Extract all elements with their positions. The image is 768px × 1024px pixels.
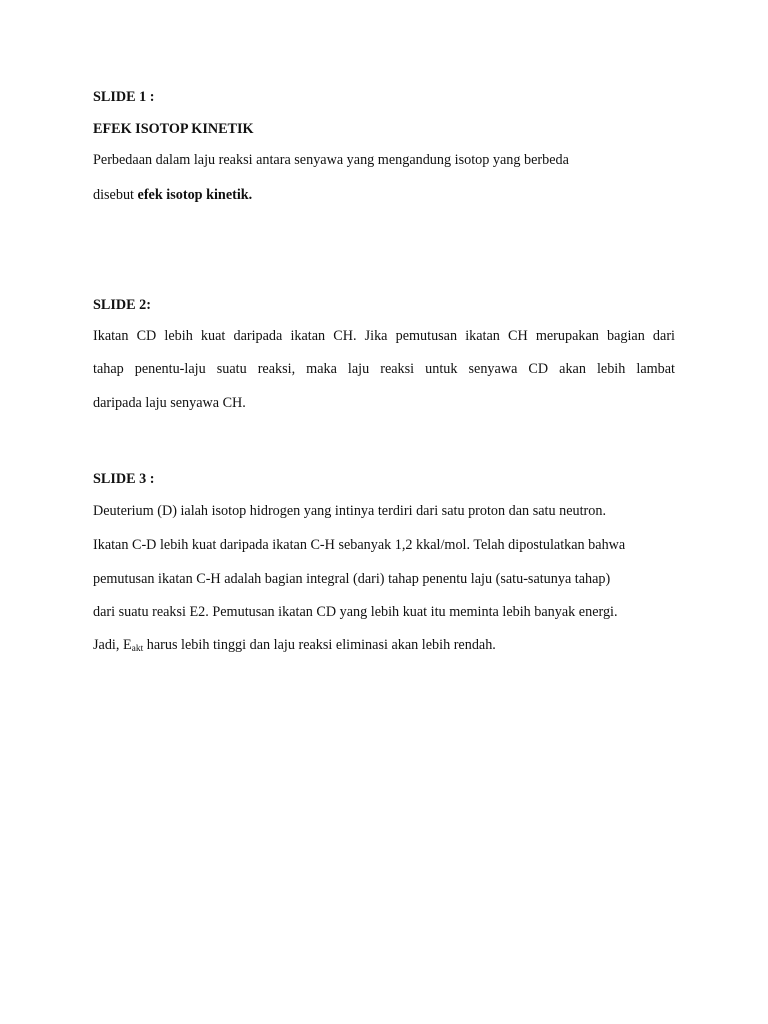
slide3-text-line1: Deuterium (D) ialah isotop hidrogen yang intinya terdiri dari satu proton dan satu neutron.: [93, 503, 606, 519]
slide3-text-line4: dari suatu reaksi E2. Pemutusan ikatan CD yang lebih kuat itu meminta lebih banyak energi.: [93, 604, 618, 620]
slide2-text-line1: Ikatan CD lebih kuat daripada ikatan CH. Jika pemutusan ikatan CH merupakan bagian dari: [93, 328, 675, 344]
slide1-text-line2: [93, 186, 252, 204]
slide2-heading: SLIDE 2:: [93, 297, 151, 313]
slide3-heading: SLIDE 3 :: [93, 471, 155, 487]
slide3-subscript: akt: [131, 644, 144, 654]
slide2-text-line3: daripada laju senyawa CH.: [93, 395, 246, 411]
slide2-text-line2: tahap penentu-laju suatu reaksi, maka laju reaksi untuk senyawa CD akan lebih lambat: [93, 361, 675, 377]
slide3-line5-suffix: harus lebih tinggi dan laju reaksi eliminasi akan lebih rendah.: [143, 637, 496, 653]
slide1-term-bold: efek isotop kinetik.: [137, 187, 253, 203]
slide1-title: EFEK ISOTOP KINETIK: [93, 121, 254, 137]
slide3-text-line5: [93, 636, 496, 658]
slide3-text-line2: Ikatan C-D lebih kuat daripada ikatan C-H sebanyak 1,2 kkal/mol. Telah dipostulatkan bahwa: [93, 537, 626, 553]
slide3-line5-prefix: Jadi, E: [93, 637, 132, 653]
slide1-text-prefix: disebut: [93, 187, 138, 203]
slide1-text-line1: Perbedaan dalam laju reaksi antara senyawa yang mengandung isotop yang berbeda: [93, 152, 569, 168]
slide3-text-line3: pemutusan ikatan C-H adalah bagian integral (dari) tahap penentu laju (satu-satunya tahap): [93, 571, 611, 587]
slide1-heading: SLIDE 1 :: [93, 89, 155, 105]
